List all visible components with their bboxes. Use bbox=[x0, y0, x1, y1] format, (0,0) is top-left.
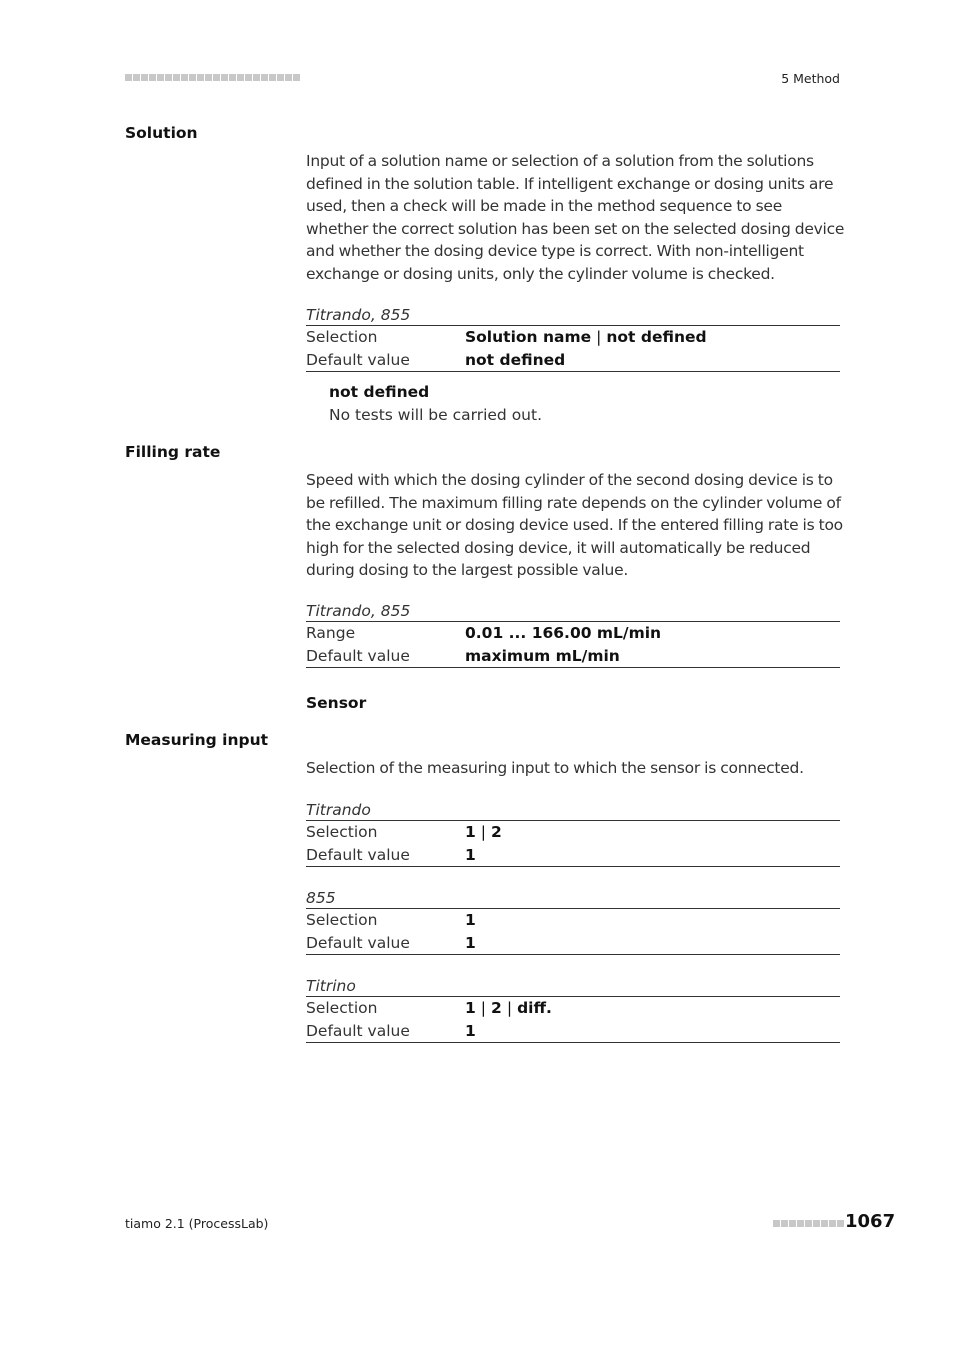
decoration-square bbox=[157, 74, 164, 81]
parameter-key: Default value bbox=[306, 1021, 410, 1040]
parameter-key: Default value bbox=[306, 646, 410, 665]
parameter-value bbox=[465, 645, 620, 668]
decoration-square bbox=[229, 74, 236, 81]
solution-description: Input of a solution name or selection of a solution from the solutions defined in the solution table. If intelligent exchange or dosing units are used, then a check will be made in the method sequence to see whether the correct solution has been set on the selected dosing device and whether the dosing device type is correct. With non-intelligent exchange or dosing units, only the cylinder volume is checked. bbox=[306, 152, 845, 283]
product-name: tiamo 2.1 (ProcessLab) bbox=[125, 1216, 269, 1231]
decoration-square bbox=[237, 74, 244, 81]
decoration-square bbox=[269, 74, 276, 81]
parameter-value bbox=[465, 932, 476, 955]
decoration-square bbox=[773, 1220, 780, 1227]
decoration-square bbox=[829, 1220, 836, 1227]
decoration-square bbox=[189, 74, 196, 81]
decoration-square bbox=[253, 74, 260, 81]
parameter-key: Selection bbox=[306, 911, 378, 929]
table-caption: Titrando bbox=[306, 800, 840, 821]
footer-decoration bbox=[773, 1220, 844, 1227]
value-option: 1 bbox=[465, 823, 476, 841]
decoration-square bbox=[277, 74, 284, 81]
decoration-square bbox=[781, 1220, 788, 1227]
table-row bbox=[306, 622, 840, 645]
chapter-title: 5 Method bbox=[781, 71, 840, 86]
decoration-square bbox=[805, 1220, 812, 1227]
value-option: 1 bbox=[465, 933, 476, 952]
decoration-square bbox=[245, 74, 252, 81]
parameter-value bbox=[465, 326, 707, 349]
decoration-square bbox=[149, 74, 156, 81]
decoration-square bbox=[821, 1220, 828, 1227]
measuring-input-table-titrino bbox=[306, 976, 840, 1043]
value-option: not defined bbox=[606, 328, 707, 346]
parameter-key: Selection bbox=[306, 999, 378, 1017]
decoration-square bbox=[293, 74, 300, 81]
table-row bbox=[306, 645, 840, 668]
decoration-square bbox=[797, 1220, 804, 1227]
parameter-value bbox=[465, 997, 552, 1020]
table-bottom-rule bbox=[306, 1042, 840, 1043]
parameter-key: Selection bbox=[306, 328, 378, 346]
decoration-square bbox=[213, 74, 220, 81]
value-option: diff. bbox=[517, 999, 552, 1017]
table-row bbox=[306, 821, 840, 844]
value-option: 1 bbox=[465, 845, 476, 864]
value-option: 0.01 ... 166.00 mL/min bbox=[465, 624, 662, 642]
parameter-key: Default value bbox=[306, 350, 410, 369]
decoration-square bbox=[125, 74, 132, 81]
value-option: 2 bbox=[491, 823, 502, 841]
table-caption: 855 bbox=[306, 888, 840, 909]
value-option: Solution name bbox=[465, 328, 592, 346]
table-row bbox=[306, 326, 840, 349]
table-row bbox=[306, 997, 840, 1020]
decoration-square bbox=[813, 1220, 820, 1227]
value-option: maximum mL/min bbox=[465, 646, 620, 665]
decoration-square bbox=[133, 74, 140, 81]
section-title-filling-rate: Filling rate bbox=[125, 443, 221, 461]
parameter-value bbox=[465, 349, 565, 372]
value-separator: | bbox=[480, 823, 487, 841]
section-title-measuring-input: Measuring input bbox=[125, 731, 269, 749]
measuring-input-description: Selection of the measuring input to which the sensor is connected. bbox=[306, 759, 804, 777]
parameter-value bbox=[465, 1020, 476, 1043]
parameter-value bbox=[465, 622, 661, 645]
decoration-square bbox=[141, 74, 148, 81]
measuring-input-table-855 bbox=[306, 888, 840, 955]
value-separator: | bbox=[506, 999, 513, 1017]
section-title-solution: Solution bbox=[125, 124, 198, 142]
decoration-square bbox=[837, 1220, 844, 1227]
table-row bbox=[306, 349, 840, 372]
parameter-value bbox=[465, 909, 476, 932]
header-decoration bbox=[125, 74, 300, 81]
filling-rate-description: Speed with which the dosing cylinder of the second dosing device is to be refilled. The maximum filling rate depends on the cylinder volume of the exchange unit or dosing device used. If the entered filling rate is too high for the selected dosing device, it will automatically be reduced during dosing to the largest possible value. bbox=[306, 471, 843, 579]
table-bottom-rule bbox=[306, 866, 840, 867]
parameter-key: Range bbox=[306, 624, 356, 642]
filling-rate-parameter-table bbox=[306, 601, 840, 668]
parameter-key: Default value bbox=[306, 845, 410, 864]
table-row bbox=[306, 1020, 840, 1043]
table-caption: Titrando, 855 bbox=[306, 601, 840, 622]
table-bottom-rule bbox=[306, 954, 840, 955]
decoration-square bbox=[197, 74, 204, 81]
decoration-square bbox=[261, 74, 268, 81]
parameter-key: Default value bbox=[306, 933, 410, 952]
subsection-title-sensor: Sensor bbox=[306, 694, 367, 712]
table-bottom-rule bbox=[306, 371, 840, 372]
value-separator: | bbox=[596, 328, 602, 346]
parameter-value bbox=[465, 844, 476, 867]
value-option: not defined bbox=[465, 350, 566, 369]
table-bottom-rule bbox=[306, 667, 840, 668]
table-row bbox=[306, 909, 840, 932]
parameter-value bbox=[465, 821, 502, 844]
option-description: No tests will be carried out. bbox=[329, 406, 543, 424]
decoration-square bbox=[173, 74, 180, 81]
table-caption: Titrino bbox=[306, 976, 840, 997]
value-separator: | bbox=[480, 999, 487, 1017]
decoration-square bbox=[165, 74, 172, 81]
value-option: 2 bbox=[491, 999, 502, 1017]
option-label: not defined bbox=[329, 383, 430, 401]
decoration-square bbox=[285, 74, 292, 81]
decoration-square bbox=[221, 74, 228, 81]
table-row bbox=[306, 844, 840, 867]
decoration-square bbox=[205, 74, 212, 81]
decoration-square bbox=[181, 74, 188, 81]
value-option: 1 bbox=[465, 1021, 476, 1040]
decoration-square bbox=[789, 1220, 796, 1227]
value-option: 1 bbox=[465, 911, 476, 929]
measuring-input-table-titrando bbox=[306, 800, 840, 867]
table-caption: Titrando, 855 bbox=[306, 305, 840, 326]
solution-parameter-table bbox=[306, 305, 840, 372]
value-option: 1 bbox=[465, 999, 476, 1017]
table-row bbox=[306, 932, 840, 955]
parameter-key: Selection bbox=[306, 823, 378, 841]
page-number: 1067 bbox=[845, 1211, 896, 1232]
